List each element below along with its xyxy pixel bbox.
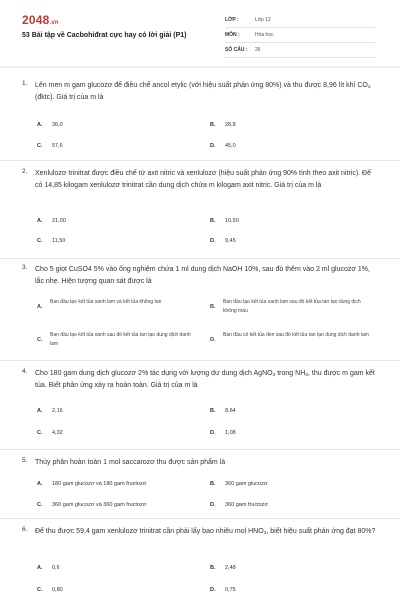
question-1 bbox=[22, 80, 382, 160]
option-letter: A. bbox=[37, 408, 43, 414]
question-number: 2. bbox=[22, 168, 28, 175]
option-a[interactable] bbox=[37, 218, 66, 224]
meta-key: LỚP : bbox=[225, 17, 239, 23]
option-letter: D. bbox=[210, 238, 216, 244]
option-text: 8,64 bbox=[225, 408, 236, 414]
meta-value: 26 bbox=[255, 47, 261, 53]
option-c[interactable] bbox=[37, 502, 146, 508]
option-text: 180 gam glucozơ và 180 gam fructozơ bbox=[52, 481, 147, 487]
option-text: 36,0 bbox=[52, 122, 63, 128]
meta-value: Hóa học bbox=[255, 32, 274, 38]
question-number: 3. bbox=[22, 264, 28, 271]
option-letter: C. bbox=[37, 143, 43, 149]
option-letter: A. bbox=[37, 218, 43, 224]
option-letter: B. bbox=[210, 218, 216, 224]
question-6 bbox=[22, 526, 382, 600]
question-number: 6. bbox=[22, 526, 28, 533]
question-divider bbox=[0, 449, 400, 450]
meta-value: Lớp 12 bbox=[255, 17, 271, 23]
question-5 bbox=[22, 457, 382, 517]
document-title: 53 Bài tập về Cacbohiđrat cực hay có lời giải (P1) bbox=[22, 32, 187, 39]
option-text: 360 gam glucozơ bbox=[225, 481, 268, 487]
question-divider bbox=[0, 360, 400, 361]
site-logo[interactable] bbox=[22, 13, 59, 27]
question-divider bbox=[0, 518, 400, 519]
option-text: 45,0 bbox=[225, 143, 236, 149]
option-text: 10,50 bbox=[225, 218, 239, 224]
option-b[interactable] bbox=[210, 481, 267, 487]
option-a[interactable] bbox=[37, 408, 63, 414]
page-header bbox=[0, 0, 400, 64]
option-letter: C. bbox=[37, 430, 43, 436]
option-text: 1,08 bbox=[225, 430, 236, 436]
option-b[interactable] bbox=[210, 565, 236, 571]
option-text: Ban đầu tạo kết tủa xanh lam và kết tủa không tan bbox=[50, 299, 162, 305]
option-text: 4,32 bbox=[52, 430, 63, 436]
question-text: Cho 180 gam dung dịch glucozơ 2% tác dụng với lượng dư dung dịch AgNO$_3$ trong $NH_3$, thu được m gam kết tủa. Biết phản ứng xảy ra hoàn toàn. Giá trị của m là bbox=[35, 370, 375, 389]
option-text: Ban đầu tạo kết tủa xanh sau đó kết tủa tan tạo dung dịch danh lam bbox=[50, 332, 191, 347]
option-d[interactable] bbox=[210, 143, 236, 149]
option-text: 0,80 bbox=[52, 587, 63, 593]
option-d[interactable] bbox=[210, 502, 268, 508]
question-number: 1. bbox=[22, 80, 28, 87]
meta-key: SỐ CÂU : bbox=[225, 47, 248, 53]
option-text: 360 gam fructozơ bbox=[225, 502, 269, 508]
option-text: 0,75 bbox=[225, 587, 236, 593]
logo-suffix: .vn bbox=[49, 20, 59, 26]
option-text: 360 gam glucozơ và 360 gam fructozơ bbox=[52, 502, 147, 508]
meta-row-class bbox=[225, 13, 375, 28]
option-letter: B. bbox=[210, 481, 216, 487]
question-text: Cho 5 giọt CuSO4 5% vào ống nghiệm chứa 1 ml dung dịch NaOH 10%, sau đó thêm vào 2 ml glucozơ 1%, lắc nhẹ. Hiện tượng quan sát được là bbox=[35, 266, 370, 285]
option-a[interactable] bbox=[37, 481, 146, 487]
option-letter: D. bbox=[210, 337, 216, 343]
option-d[interactable] bbox=[210, 238, 236, 244]
option-text: 2,16 bbox=[52, 408, 63, 414]
option-b[interactable] bbox=[210, 122, 236, 128]
option-text: 2,48 bbox=[225, 565, 236, 571]
meta-row-subject bbox=[225, 28, 375, 43]
option-d[interactable] bbox=[210, 430, 236, 436]
question-text: Lên men m gam glucozơ để điều chế ancol etylic (với hiệu suất phản ứng 80%) và thu được 8,96 lít khí $CO_2$ (đktc). Giá trị của m là bbox=[35, 82, 371, 101]
option-c[interactable] bbox=[37, 430, 63, 436]
option-a[interactable] bbox=[37, 565, 60, 571]
option-letter: B. bbox=[210, 304, 216, 310]
option-c[interactable] bbox=[37, 143, 63, 149]
question-text: Để thu được 59,4 gam xenlulozơ trinitrat cần phải lấy bao nhiêu mol $HNO_3$, biết hiệu suất phản ứng đạt 80%? bbox=[35, 528, 376, 536]
option-letter: D. bbox=[210, 502, 216, 508]
option-c[interactable] bbox=[37, 238, 65, 244]
option-letter: B. bbox=[210, 122, 216, 128]
option-text: 57,6 bbox=[52, 143, 63, 149]
option-letter: C. bbox=[37, 238, 43, 244]
option-text: 0,6 bbox=[52, 565, 60, 571]
question-3 bbox=[22, 264, 382, 359]
option-text: 11,50 bbox=[52, 238, 66, 244]
option-text: Ban đầu có kết tủa đen sau đó kết tủa tan tạo dung dịch danh lam bbox=[223, 332, 369, 338]
option-b[interactable] bbox=[210, 408, 236, 414]
option-text: 9,45 bbox=[225, 238, 236, 244]
option-letter: D. bbox=[210, 430, 216, 436]
option-letter: A. bbox=[37, 481, 43, 487]
option-letter: D. bbox=[210, 143, 216, 149]
option-a[interactable] bbox=[37, 122, 63, 128]
option-letter: B. bbox=[210, 408, 216, 414]
meta-row-count bbox=[225, 43, 375, 58]
meta-table bbox=[225, 13, 375, 58]
option-b[interactable] bbox=[210, 218, 239, 224]
option-letter: A. bbox=[37, 122, 43, 128]
option-letter: A. bbox=[37, 304, 43, 310]
question-divider bbox=[0, 160, 400, 161]
option-text: Ban đầu tạo kết tủa xanh lam sau đó kết tủa tan tạo dung dịch không màu bbox=[223, 299, 361, 314]
option-letter: B. bbox=[210, 565, 216, 571]
header-divider bbox=[0, 66, 400, 68]
question-number: 5. bbox=[22, 457, 28, 464]
option-text: 28,8 bbox=[225, 122, 236, 128]
option-d[interactable] bbox=[210, 587, 236, 593]
logo-number: 2048 bbox=[22, 13, 50, 27]
option-c[interactable] bbox=[37, 587, 63, 593]
option-letter: C. bbox=[37, 587, 43, 593]
question-2 bbox=[22, 168, 382, 258]
option-letter: C. bbox=[37, 502, 43, 508]
question-text: Xenlulozơ trinitrat được điều chế từ axit nitric và xenlulozơ (hiệu suất phản ứng 90% tính theo axit nitric). Để có 14,85 kilogam xenlulozơ trinitrat cần dung dịch chứa m kilogam axit nitric. Giá trị của m là bbox=[35, 170, 371, 189]
question-divider bbox=[0, 258, 400, 259]
question-number: 4. bbox=[22, 368, 28, 375]
option-letter: C. bbox=[37, 337, 43, 343]
option-letter: A. bbox=[37, 565, 43, 571]
question-text: Thủy phân hoàn toàn 1 mol saccarozơ thu được sản phẩm là bbox=[35, 459, 226, 466]
question-4 bbox=[22, 368, 382, 448]
option-letter: D. bbox=[210, 587, 216, 593]
meta-key: MÔN : bbox=[225, 32, 240, 38]
option-text: 21,00 bbox=[52, 218, 66, 224]
